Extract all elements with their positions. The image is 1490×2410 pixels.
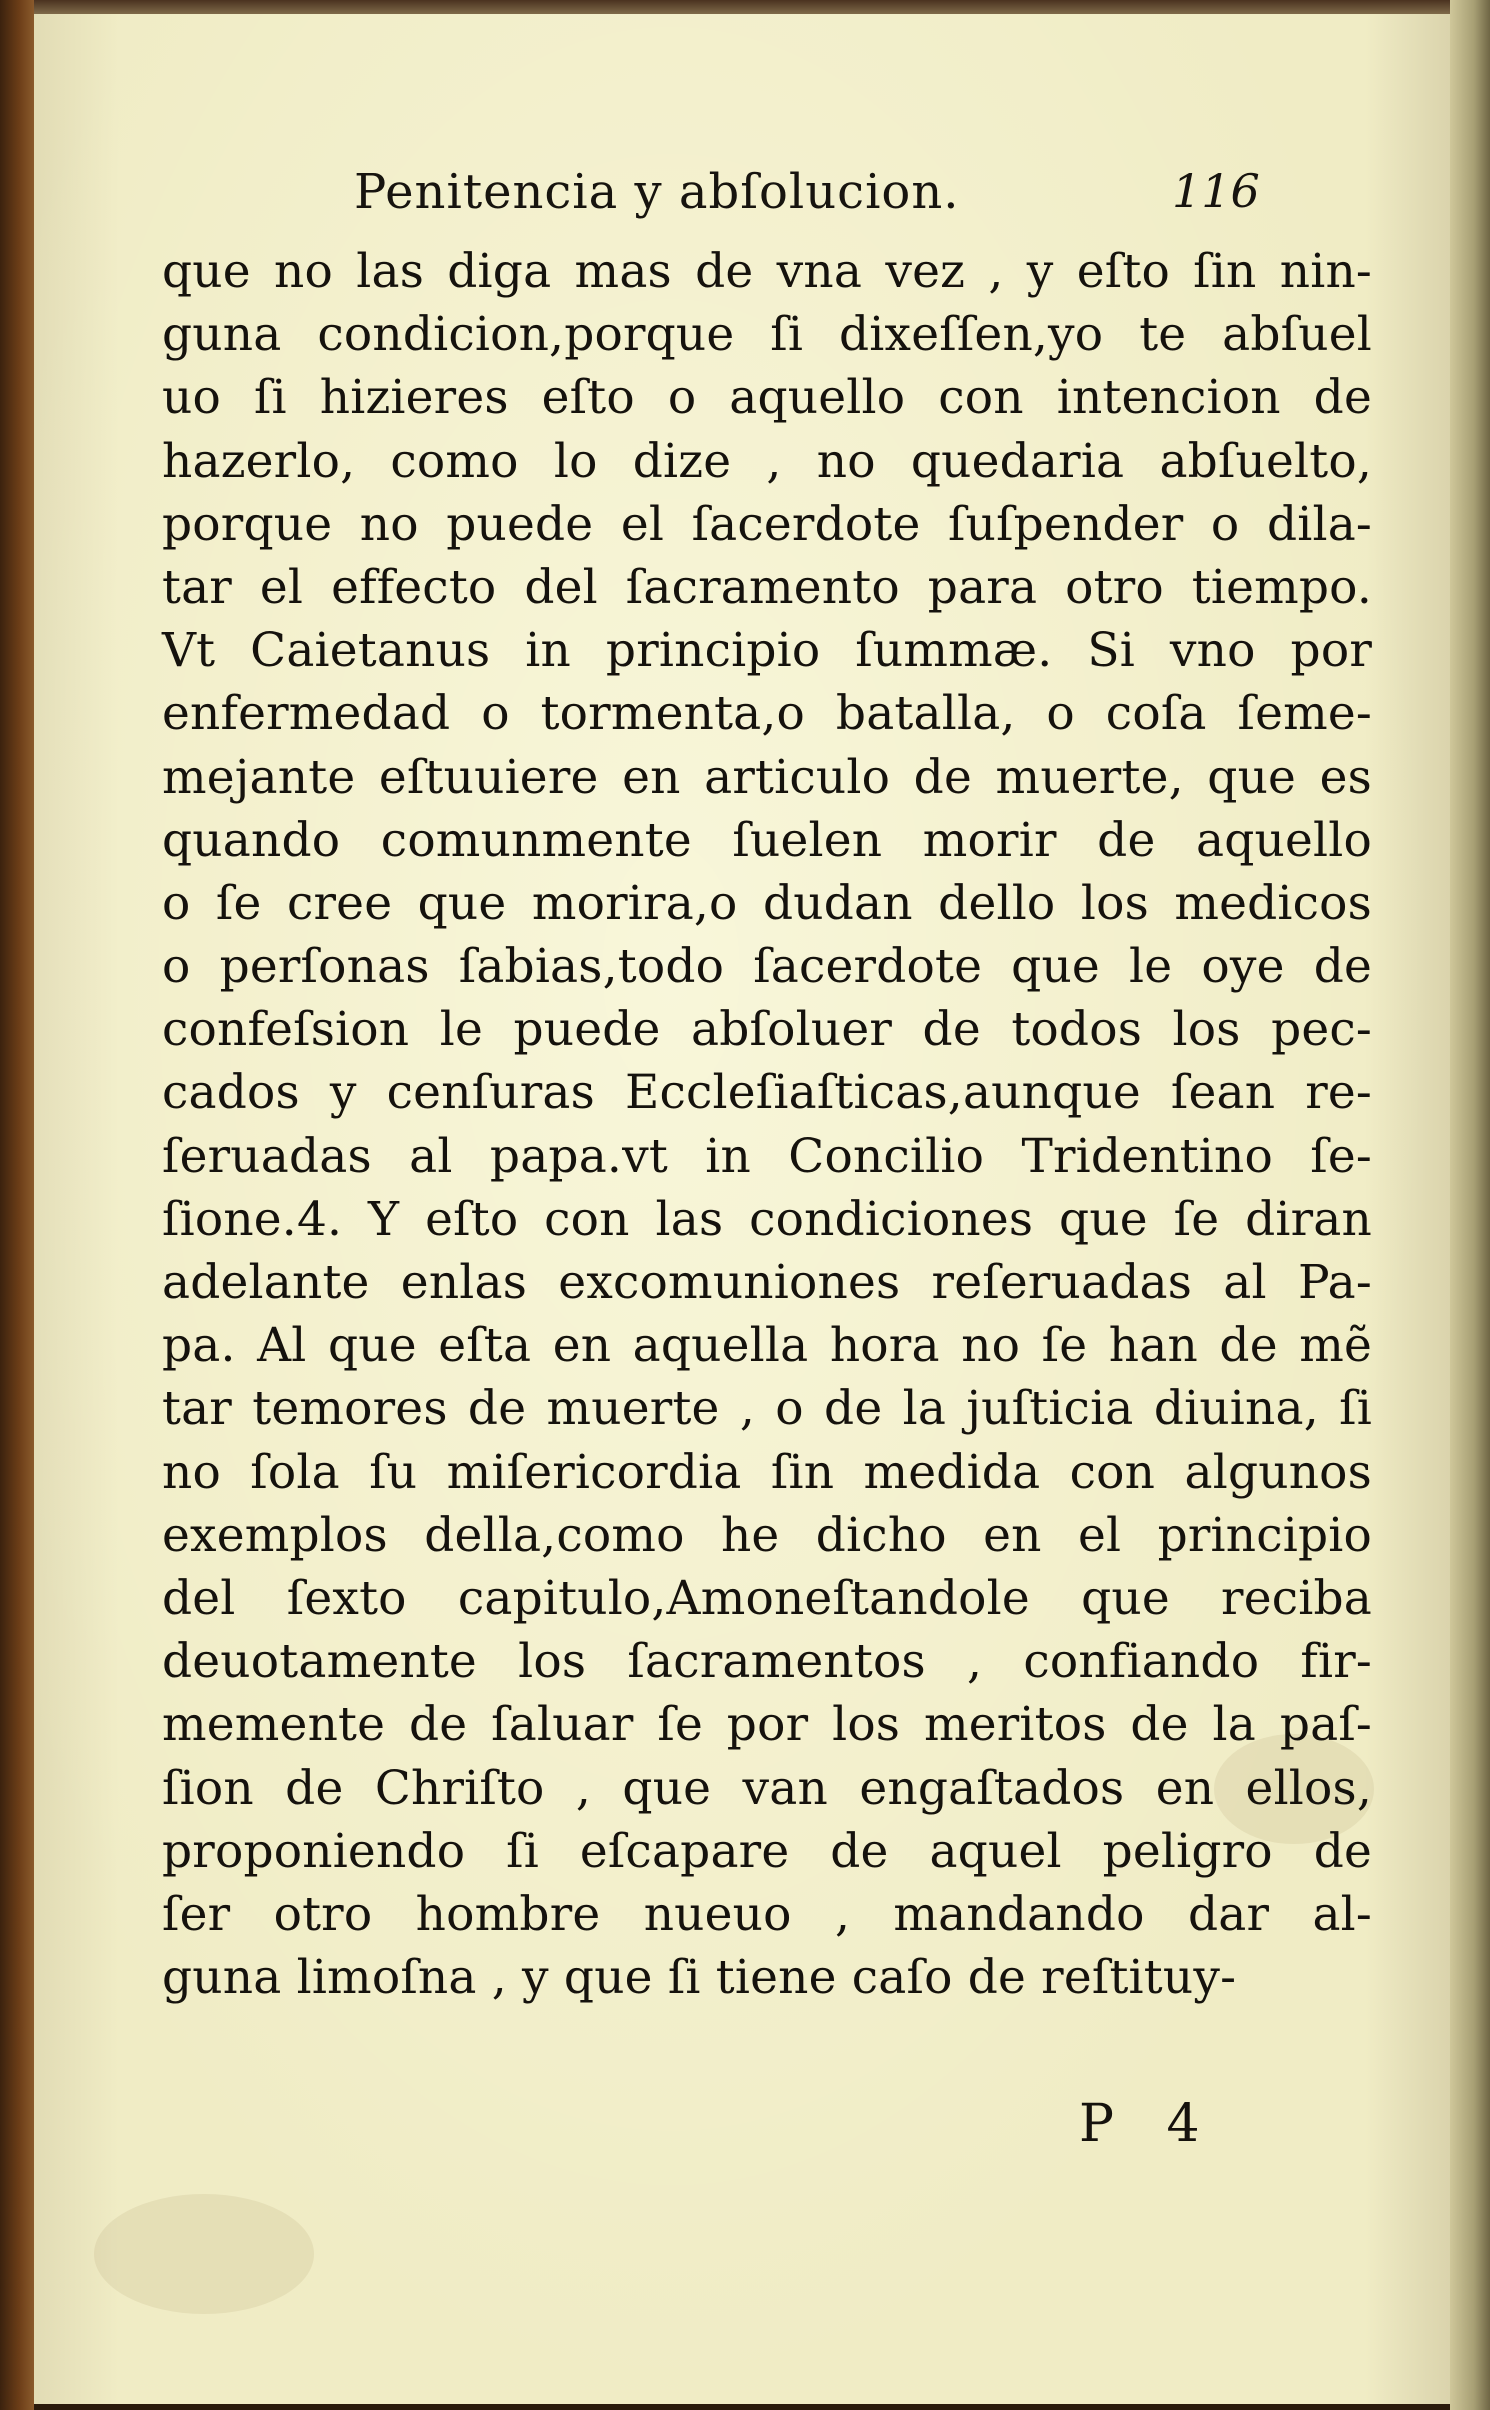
book-binding-left xyxy=(0,0,34,2410)
body-text xyxy=(162,240,1372,2009)
text-line: tar el effecto del ſacramento para otro tiempo. xyxy=(162,559,1372,615)
text-line: o perſonas ſabias,todo ſacerdote que le oye de xyxy=(162,939,1372,995)
folio-number: 116 xyxy=(1172,164,1260,218)
book-page xyxy=(34,14,1450,2404)
text-line: guna limoſna , y que ſi tiene caſo de reſtituy- xyxy=(162,1950,1237,2006)
text-line: Vt Caietanus in principio ſummæ. Si vno por xyxy=(162,623,1372,679)
text-line: ſione.4. Y eſto con las condiciones que ſe diran xyxy=(162,1191,1372,1247)
text-line: deuotamente los ſacramentos , confiando fir- xyxy=(162,1634,1372,1690)
text-line: proponiendo ſi eſcapare de aquel peligro de xyxy=(162,1823,1372,1879)
text-line: o ſe cree que morira,o dudan dello los medicos xyxy=(162,875,1372,931)
text-line: confeſsion le puede abſoluer de todos los pec- xyxy=(162,1002,1372,1058)
text-line: no ſola ſu miſericordia ſin medida con algunos xyxy=(162,1444,1372,1500)
text-line: enfermedad o tormenta,o batalla, o coſa ſeme- xyxy=(162,686,1372,742)
text-line: cados y cenſuras Eccleſiaſticas,aunque ſean re- xyxy=(162,1065,1372,1121)
text-line: ſeruadas al papa.vt in Concilio Tridentino ſe- xyxy=(162,1128,1372,1184)
text-line: mejante eſtuuiere en articulo de muerte, que es xyxy=(162,749,1372,805)
text-line: ſer otro hombre nueuo , mandando dar al- xyxy=(162,1886,1372,1942)
paper-stain xyxy=(94,2194,314,2314)
text-line: exemplos della,como he dicho en el principio xyxy=(162,1507,1372,1563)
signature-mark: P 4 xyxy=(1079,2094,1218,2154)
text-line: del ſexto capitulo,Amoneſtandole que reciba xyxy=(162,1570,1372,1626)
book-page-edges xyxy=(1450,0,1490,2410)
text-line: uo ſi hizieres eſto o aquello con intencion de xyxy=(162,370,1372,426)
text-line: quando comunmente ſuelen morir de aquello xyxy=(162,812,1372,868)
text-line: tar temores de muerte , o de la juſticia diuina, ſi xyxy=(162,1381,1372,1437)
text-line: ſion de Chriſto , que van engaſtados en ellos, xyxy=(162,1760,1372,1816)
text-line: que no las diga mas de vna vez , y eſto ſin nin- xyxy=(162,244,1372,299)
text-line: pa. Al que eſta en aquella hora no ſe han de mẽ xyxy=(162,1318,1372,1374)
text-line: memente de ſaluar ſe por los meritos de la paſ- xyxy=(162,1697,1372,1753)
text-line: porque no puede el ſacerdote ſuſpender o dila- xyxy=(162,496,1372,552)
text-line: guna condicion,porque ſi dixeſſen,yo te abſuel xyxy=(162,307,1372,363)
running-title: Penitencia y abſolucion. xyxy=(354,164,960,220)
text-line: hazerlo, como lo dize , no quedaria abſuelto, xyxy=(162,433,1372,489)
running-head xyxy=(354,164,1274,234)
text-line: adelante enlas excomuniones reſeruadas al Pa- xyxy=(162,1255,1372,1310)
